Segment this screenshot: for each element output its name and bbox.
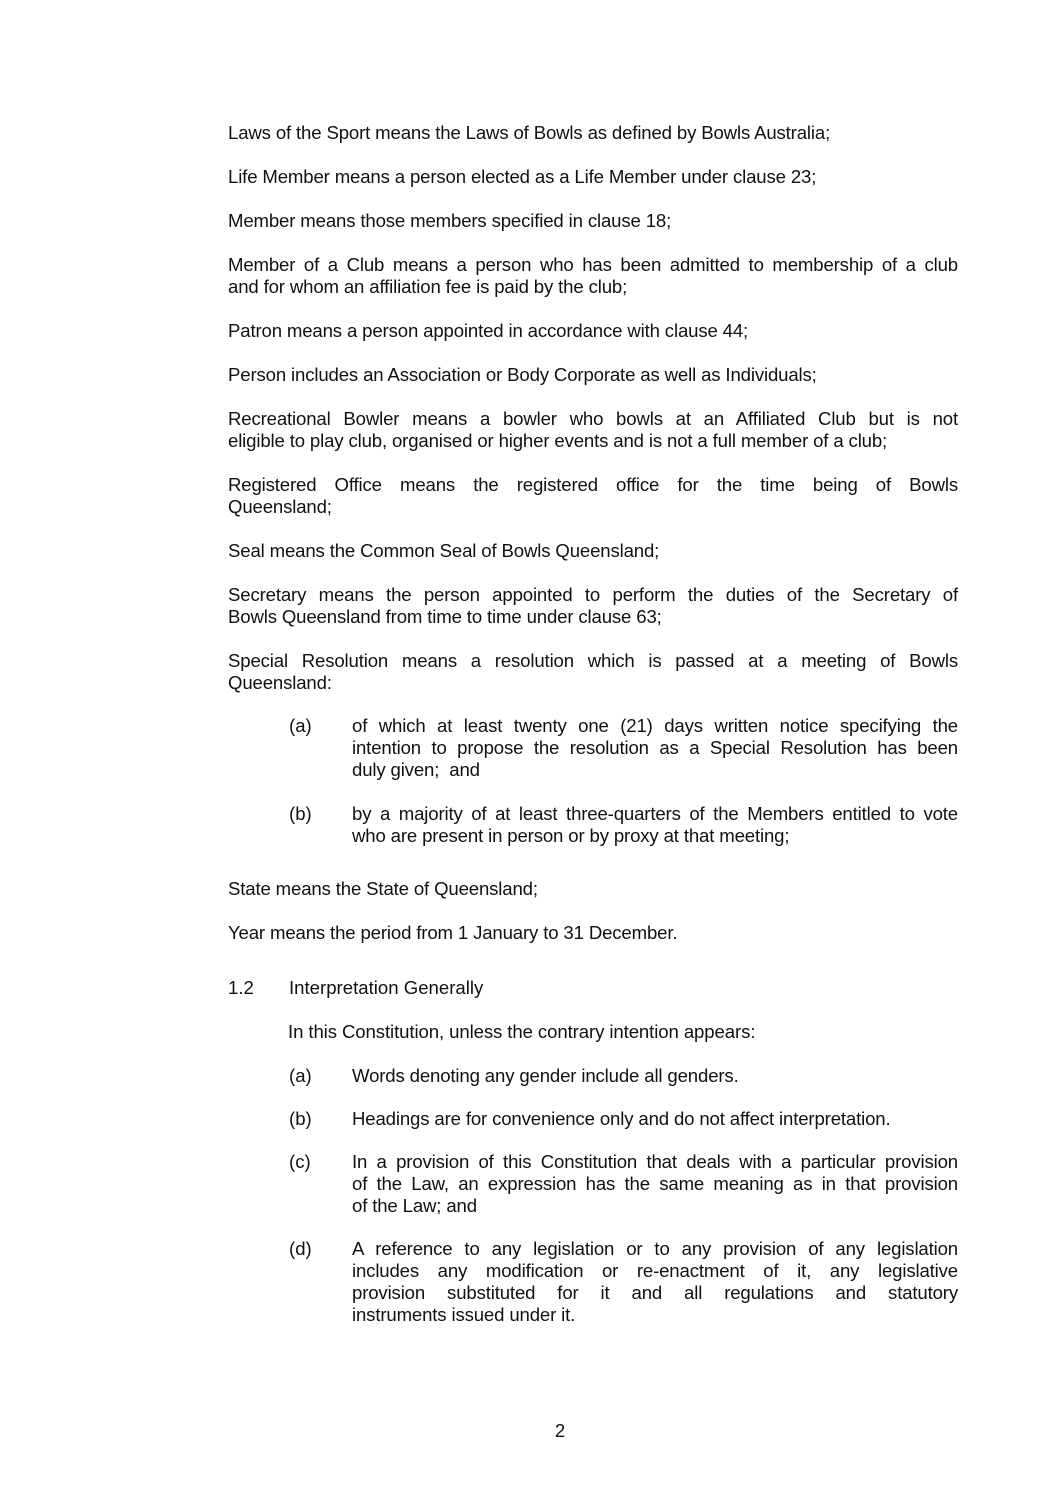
definition-text: Life Member means a person elected as a Life Member under clause 23; xyxy=(228,166,817,187)
definition-line: Recreational Bowler means a bowler who bowls at an Affiliated Club but is not xyxy=(228,408,958,429)
item-label: (b) xyxy=(289,1108,312,1129)
item-text xyxy=(352,803,958,847)
definition-line: and for whom an affiliation fee is paid by the club; xyxy=(228,276,628,297)
definition-year xyxy=(228,922,958,944)
item-line: by a majority of at least three-quarters of the Members entitled to vote xyxy=(352,803,958,824)
definition-line: Member of a Club means a person who has been admitted to membership of a club xyxy=(228,254,958,275)
page-number: 2 xyxy=(554,1420,566,1441)
item-line: provision substituted for it and all regulations and statutory xyxy=(352,1282,958,1303)
item-line: who are present in person or by proxy at that meeting; xyxy=(352,825,790,846)
definition-recreational-bowler xyxy=(228,408,958,452)
definition-line: Special Resolution means a resolution which is passed at a meeting of Bowls xyxy=(228,650,958,671)
definition-line: Registered Office means the registered office for the time being of Bowls xyxy=(228,474,958,495)
item-line: In a provision of this Constitution that deals with a particular provision xyxy=(352,1151,958,1172)
definition-member-of-a-club xyxy=(228,254,958,298)
definition-registered-office xyxy=(228,474,958,518)
item-label: (a) xyxy=(289,715,312,736)
item-line: duly given; and xyxy=(352,759,480,780)
definition-special-resolution xyxy=(228,650,958,694)
definition-seal xyxy=(228,540,958,562)
definition-line: Secretary means the person appointed to perform the duties of the Secretary of xyxy=(228,584,958,605)
item-label: (b) xyxy=(289,803,312,824)
definition-laws-of-the-sport xyxy=(228,122,958,144)
item-label: (a) xyxy=(289,1065,312,1086)
item-label: (c) xyxy=(289,1151,311,1172)
definition-text: Year means the period from 1 January to 31 December. xyxy=(228,922,678,943)
definition-text: Laws of the Sport means the Laws of Bowls as defined by Bowls Australia; xyxy=(228,122,831,143)
item-line: intention to propose the resolution as a Special Resolution has been xyxy=(352,737,958,758)
item-line: Words denoting any gender include all genders. xyxy=(352,1065,739,1086)
definition-text: State means the State of Queensland; xyxy=(228,878,538,899)
item-line: A reference to any legislation or to any provision of any legislation xyxy=(352,1238,958,1259)
item-text xyxy=(352,1108,958,1130)
item-line: includes any modification or re-enactment of it, any legislative xyxy=(352,1260,958,1281)
definition-secretary xyxy=(228,584,958,628)
definition-patron xyxy=(228,320,958,342)
definition-state xyxy=(228,878,958,900)
item-line: of the Law; and xyxy=(352,1195,477,1216)
definition-person xyxy=(228,364,958,386)
section-intro: In this Constitution, unless the contrary intention appears: xyxy=(288,1021,756,1042)
section-title: Interpretation Generally xyxy=(289,977,484,998)
definition-line: Bowls Queensland from time to time under clause 63; xyxy=(228,606,662,627)
definition-line: Queensland; xyxy=(228,496,332,517)
item-text xyxy=(352,1151,958,1217)
item-line: of the Law, an expression has the same meaning as in that provision xyxy=(352,1173,958,1194)
item-line: Headings are for convenience only and do not affect interpretation. xyxy=(352,1108,891,1129)
definition-text: Seal means the Common Seal of Bowls Queensland; xyxy=(228,540,660,561)
definition-line: eligible to play club, organised or higher events and is not a full member of a club; xyxy=(228,430,888,451)
definition-life-member xyxy=(228,166,958,188)
definition-text: Member means those members specified in clause 18; xyxy=(228,210,672,231)
section-number: 1.2 xyxy=(228,977,254,998)
item-line: instruments issued under it. xyxy=(352,1304,576,1325)
definition-text: Person includes an Association or Body Corporate as well as Individuals; xyxy=(228,364,817,385)
item-text xyxy=(352,715,958,781)
definition-text: Patron means a person appointed in accordance with clause 44; xyxy=(228,320,749,341)
item-label: (d) xyxy=(289,1238,312,1259)
definition-member xyxy=(228,210,958,232)
item-text xyxy=(352,1238,958,1326)
item-text xyxy=(352,1065,958,1087)
definition-line: Queensland: xyxy=(228,672,332,693)
item-line: of which at least twenty one (21) days written notice specifying the xyxy=(352,715,958,736)
